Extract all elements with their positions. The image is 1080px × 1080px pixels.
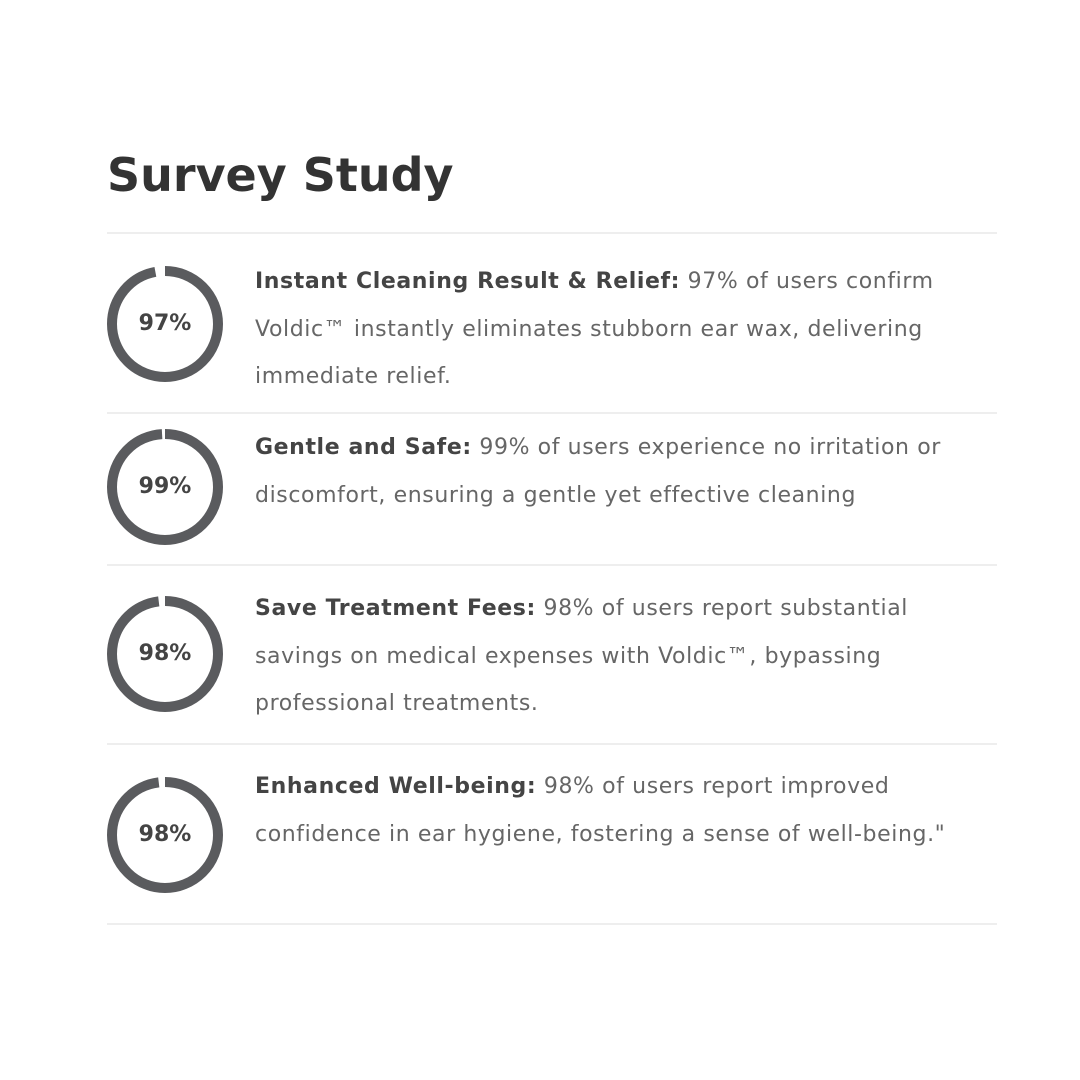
survey-item (107, 234, 997, 414)
survey-item-text (255, 258, 985, 401)
survey-study-section (107, 138, 997, 925)
progress-ring-label: 97% (138, 311, 192, 336)
progress-ring (107, 596, 223, 712)
progress-ring (107, 777, 223, 893)
survey-item-heading: Enhanced Well-being: (255, 774, 537, 799)
survey-item-heading: Save Treatment Fees: (255, 596, 536, 621)
survey-item-body: 98% of users report improved confidence in ear hygiene, fostering a sense of well-being." (255, 774, 946, 847)
survey-item-text (255, 763, 985, 858)
survey-item-text (255, 585, 985, 728)
progress-ring-label: 98% (138, 822, 192, 847)
survey-item-text (255, 424, 985, 519)
progress-ring (107, 266, 223, 382)
progress-ring-label: 99% (138, 474, 192, 499)
survey-item-body: 97% of users confirm Voldic™ instantly eliminates stubborn ear wax, delivering immediate relief. (255, 269, 934, 389)
survey-item (107, 414, 997, 566)
survey-item-heading: Gentle and Safe: (255, 435, 472, 460)
survey-item-heading: Instant Cleaning Result & Relief: (255, 269, 681, 294)
survey-item (107, 745, 997, 925)
survey-item-body: 98% of users report substantial savings on medical expenses with Voldic™, bypassing professional treatments. (255, 596, 909, 716)
progress-ring-label: 98% (138, 641, 192, 666)
survey-item-body: 99% of users experience no irritation or discomfort, ensuring a gentle yet effective cleaning (255, 435, 941, 508)
survey-item (107, 566, 997, 745)
progress-ring (107, 429, 223, 545)
page-title: Survey Study (107, 148, 454, 202)
